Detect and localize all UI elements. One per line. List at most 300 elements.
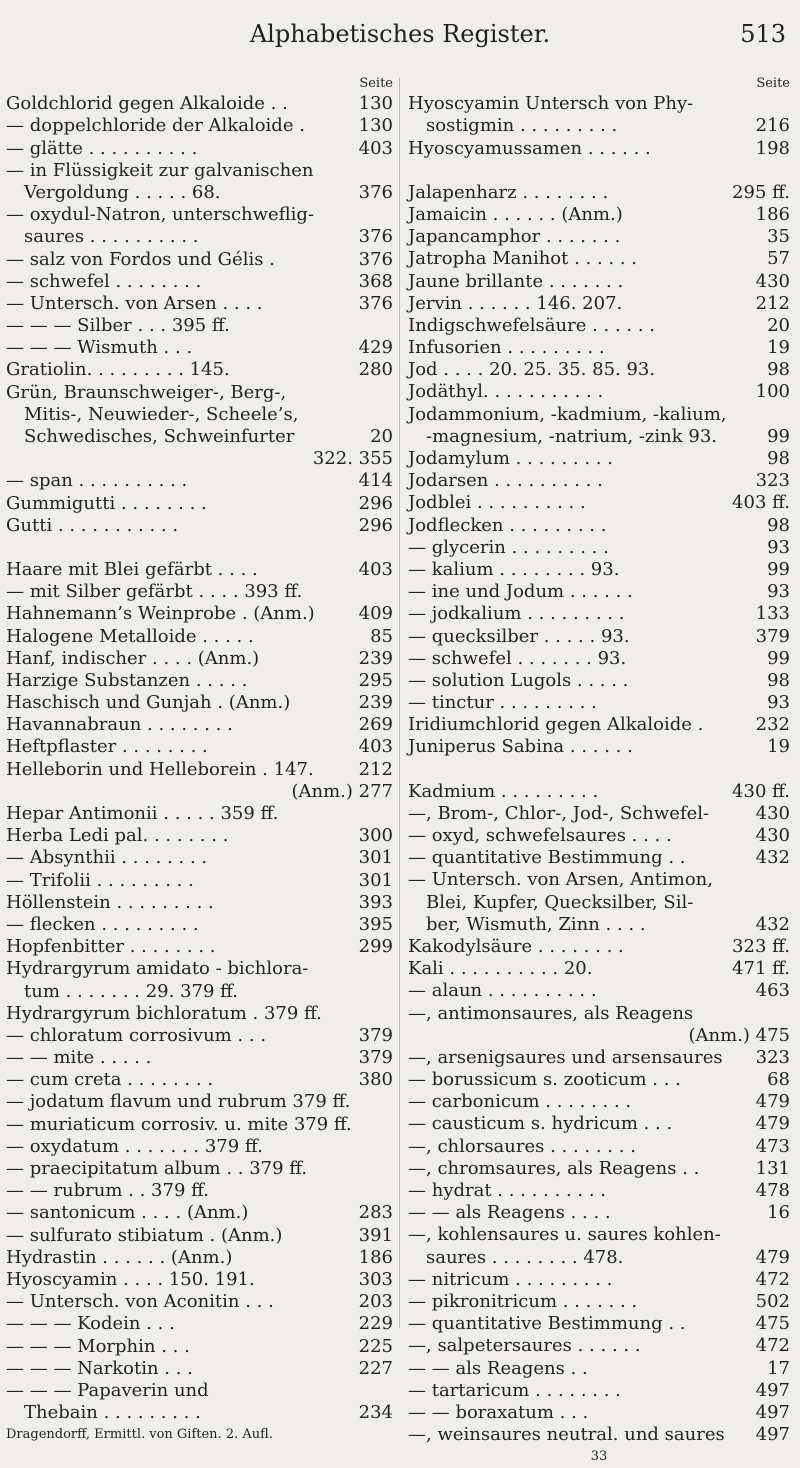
index-entry	[408, 1269, 790, 1291]
entry-text: — — — Wismuth . . .	[6, 337, 193, 359]
index-entry	[408, 138, 790, 160]
entry-page-ref: 212	[358, 758, 393, 780]
index-entry	[408, 226, 790, 248]
entry-page-ref: 430 ff.	[732, 780, 790, 802]
index-entry	[6, 581, 393, 603]
entry-text: ber, Wismuth, Zinn . . . .	[426, 913, 646, 935]
entry-page-ref: 130	[358, 93, 393, 115]
index-entry	[408, 559, 790, 581]
entry-page-ref: 472	[755, 1335, 790, 1357]
index-entry	[6, 692, 393, 714]
entry-page-ref: 472	[755, 1268, 790, 1290]
entry-page-ref: 403	[358, 736, 393, 758]
index-entry	[408, 1424, 790, 1446]
entry-text: — nitricum . . . . . . . . .	[408, 1268, 613, 1290]
index-entry	[6, 1402, 393, 1424]
entry-text: Hanf, indischer . . . . (Anm.)	[6, 647, 260, 669]
page-header	[0, 16, 800, 56]
index-entry	[6, 847, 393, 869]
entry-text: — schwefel . . . . . . . .	[6, 270, 202, 292]
page-number: 513	[740, 20, 786, 48]
section-gap	[6, 537, 393, 559]
left-index-column	[6, 71, 393, 1446]
entry-text: Hepar Antimonii . . . . . 359 ff.	[6, 803, 279, 824]
index-entry	[408, 515, 790, 537]
entry-text: Gratiolin. . . . . . . . . 145.	[6, 359, 230, 381]
entry-page-ref: 475	[755, 1313, 790, 1335]
entry-page-ref: 479	[755, 1091, 790, 1113]
index-entry	[408, 404, 790, 426]
index-entry	[408, 1136, 790, 1158]
index-entry	[6, 1313, 393, 1335]
entry-text: — oxydatum . . . . . . . 379 ff.	[6, 1135, 263, 1157]
entry-text: — — — Silber . . . 395 ff.	[6, 315, 230, 337]
entry-text: Hydrargyrum bichloratum . 379 ff.	[6, 1002, 322, 1024]
index-entry	[408, 847, 790, 869]
entry-text: — mit Silber gefärbt . . . . 393 ff.	[6, 581, 303, 603]
index-entry	[408, 381, 790, 403]
index-entry	[408, 537, 790, 559]
index-entry	[6, 981, 393, 1003]
entry-page-ref: (Anm.) 475	[688, 1024, 790, 1046]
index-entry	[408, 1113, 790, 1135]
index-entry	[6, 271, 393, 293]
index-entry	[6, 781, 393, 803]
entry-page-ref: 463	[755, 980, 790, 1002]
entry-page-ref: 380	[358, 1069, 393, 1091]
entry-text: Jervin . . . . . . 146. 207.	[408, 292, 623, 314]
index-entry	[6, 1180, 393, 1202]
entry-text: Gutti . . . . . . . . . . .	[6, 514, 179, 536]
entry-page-ref: 301	[358, 869, 393, 891]
entry-page-ref: 20	[370, 426, 393, 447]
entry-page-ref: 98	[767, 514, 790, 536]
index-entry	[6, 759, 393, 781]
entry-text: Thebain . . . . . . . . .	[24, 1402, 201, 1424]
entry-page-ref: 376	[358, 292, 393, 314]
index-entry	[408, 1313, 790, 1335]
index-entry	[408, 714, 790, 736]
entry-page-ref: 198	[755, 137, 790, 159]
entry-page-ref: 280	[358, 359, 393, 381]
right-index-column	[408, 71, 790, 1468]
entry-text: Hyoscyamin Untersch von Phy-	[408, 93, 694, 115]
entry-page-ref: 186	[755, 203, 790, 225]
entry-text: — salz von Fordos und Gélis .	[6, 248, 275, 270]
page-title: Alphabetisches Register.	[249, 20, 551, 48]
entry-page-ref: 403	[358, 558, 393, 580]
entry-text: Kali . . . . . . . . . . 20.	[408, 958, 593, 980]
entry-text: — causticum s. hydricum . . .	[408, 1113, 673, 1135]
entry-page-ref: 323	[755, 470, 790, 492]
entry-text: — span . . . . . . . . . .	[6, 470, 188, 492]
entry-page-ref: 239	[358, 692, 393, 714]
index-entry	[408, 448, 790, 470]
index-entry	[408, 1247, 790, 1269]
entry-text: Harzige Substanzen . . . . .	[6, 669, 248, 691]
index-entry	[6, 870, 393, 892]
index-entry	[6, 714, 393, 736]
index-entry	[408, 1358, 790, 1380]
entry-text: Infusorien . . . . . . . . .	[408, 337, 605, 359]
index-entry	[408, 492, 790, 514]
entry-text: —, Brom-, Chlor-, Jod-, Schwefel-	[408, 802, 710, 824]
index-entry	[408, 248, 790, 270]
entry-text: Gummigutti . . . . . . . .	[6, 492, 207, 514]
index-entry	[6, 803, 393, 825]
index-entry	[6, 1025, 393, 1047]
entry-text: — in Flüssigkeit zur galvanischen	[6, 159, 314, 181]
index-entry	[408, 1402, 790, 1424]
entry-text: — — — Kodein . . .	[6, 1313, 175, 1335]
entry-page-ref: 409	[358, 603, 393, 625]
index-entry	[6, 1136, 393, 1158]
index-entry	[6, 648, 393, 670]
index-entry	[6, 1358, 393, 1380]
entry-page-ref: 479	[755, 1113, 790, 1135]
seite-label: Seite	[756, 76, 790, 91]
entry-page-ref: 322. 355	[312, 448, 393, 470]
entry-text: Hydrargyrum amidato - bichlora-	[6, 958, 309, 980]
entry-text: — chloratum corrosivum . . .	[6, 1024, 267, 1046]
entry-text: — — boraxatum . . .	[408, 1401, 589, 1423]
index-entry	[6, 493, 393, 515]
index-entry	[408, 1291, 790, 1313]
entry-page-ref: 99	[767, 558, 790, 580]
entry-page-ref: 403	[358, 137, 393, 159]
index-entry	[408, 892, 790, 914]
index-entry	[408, 359, 790, 381]
entry-text: Haare mit Blei gefärbt . . . .	[6, 558, 258, 580]
index-entry	[408, 914, 790, 936]
footer-signature	[408, 1446, 790, 1468]
index-entry	[408, 315, 790, 337]
entry-page-ref: 98	[767, 359, 790, 381]
entry-text: —, salpetersaures . . . . . .	[408, 1335, 641, 1357]
entry-text: Blei, Kupfer, Quecksilber, Sil-	[426, 891, 694, 913]
index-entry	[408, 825, 790, 847]
index-entry	[6, 293, 393, 315]
entry-text: — — mite . . . . .	[6, 1047, 152, 1069]
index-entry	[6, 182, 393, 204]
entry-page-ref: 35	[767, 226, 790, 248]
index-entry	[408, 692, 790, 714]
entry-page-ref: 432	[755, 847, 790, 869]
entry-text: Höllenstein . . . . . . . . .	[6, 891, 214, 913]
entry-text: —, antimonsaures, als Reagens	[408, 1002, 694, 1024]
section-gap	[408, 160, 790, 182]
entry-page-ref: 16	[767, 1202, 790, 1224]
entry-text: Jatropha Manihot . . . . . .	[408, 248, 638, 270]
index-entry	[408, 1380, 790, 1402]
entry-text: — hydrat . . . . . . . . . .	[408, 1180, 607, 1201]
index-entry	[408, 736, 790, 758]
index-entry	[6, 404, 393, 426]
entry-text: Vergoldung . . . . . 68.	[24, 181, 221, 203]
entry-text: — doppelchloride der Alkaloide .	[6, 115, 305, 137]
entry-text: Mitis-, Neuwieder-, Scheele’s,	[24, 403, 299, 425]
entry-page-ref: 376	[358, 248, 393, 270]
entry-text: — sulfurato stibiatum . (Anm.)	[6, 1224, 283, 1246]
entry-page-ref: 130	[358, 115, 393, 137]
footer-text: 33	[590, 1449, 608, 1465]
entry-page-ref: 376	[358, 226, 393, 248]
index-entry	[6, 670, 393, 692]
entry-text: Jodblei . . . . . . . . . .	[408, 492, 586, 514]
entry-text: Jaune brillante . . . . . . .	[408, 270, 624, 292]
entry-text: — santonicum . . . . (Anm.)	[6, 1202, 249, 1224]
index-entry	[6, 204, 393, 226]
entry-page-ref: 68	[767, 1069, 790, 1091]
index-entry	[6, 448, 393, 470]
entry-page-ref: 133	[755, 603, 790, 625]
entry-page-ref: 98	[767, 669, 790, 691]
entry-text: — oxyd, schwefelsaures . . . .	[408, 825, 672, 846]
entry-text: — quantitative Bestimmung . .	[408, 1313, 686, 1335]
entry-text: — flecken . . . . . . . . .	[6, 913, 199, 935]
entry-page-ref: 93	[767, 581, 790, 603]
entry-page-ref: 296	[358, 514, 393, 536]
index-entry	[408, 670, 790, 692]
entry-text: — — — Morphin . . .	[6, 1335, 190, 1357]
index-entry	[6, 1247, 393, 1269]
entry-text: Hyoscyamussamen . . . . . .	[408, 137, 651, 159]
entry-text: — — — Narkotin . . .	[6, 1357, 193, 1379]
index-entry	[408, 581, 790, 603]
entry-page-ref: 100	[755, 381, 790, 403]
entry-page-ref: 57	[767, 248, 790, 270]
index-entry	[6, 958, 393, 980]
entry-page-ref: 19	[767, 337, 790, 359]
entry-page-ref: 239	[358, 647, 393, 669]
index-entry	[408, 1047, 790, 1069]
entry-text: Jamaicin . . . . . . (Anm.)	[408, 203, 623, 225]
entry-page-ref: 368	[358, 270, 393, 292]
column-header	[6, 71, 393, 93]
index-entry	[408, 980, 790, 1002]
entry-page-ref: 497	[755, 1401, 790, 1423]
entry-page-ref: 283	[358, 1202, 393, 1224]
entry-text: Kadmium . . . . . . . . .	[408, 780, 599, 802]
seite-label: Seite	[359, 76, 393, 91]
index-entry	[6, 936, 393, 958]
entry-page-ref: 227	[358, 1357, 393, 1379]
entry-page-ref: 379	[358, 1024, 393, 1046]
entry-text: Halogene Metalloide . . . . .	[6, 625, 254, 647]
entry-text: Hopfenbitter . . . . . . . .	[6, 936, 216, 958]
entry-page-ref: 497	[755, 1424, 790, 1446]
entry-page-ref: 234	[358, 1402, 393, 1424]
index-entry	[408, 204, 790, 226]
entry-page-ref: 429	[358, 337, 393, 359]
footer-credit	[6, 1424, 393, 1446]
index-entry	[408, 603, 790, 625]
entry-text: -magnesium, -natrium, -zink 93.	[426, 425, 718, 447]
entry-page-ref: 376	[358, 181, 393, 203]
entry-page-ref: 212	[755, 292, 790, 314]
index-entry	[6, 559, 393, 581]
entry-text: saures . . . . . . . . 478.	[426, 1246, 624, 1268]
entry-page-ref: 502	[755, 1290, 790, 1312]
entry-text: Havannabraun . . . . . . . .	[6, 714, 233, 736]
index-entry	[408, 1180, 790, 1202]
index-entry	[6, 825, 393, 847]
entry-page-ref: 203	[358, 1291, 393, 1313]
index-entry	[6, 1158, 393, 1180]
entry-text: sostigmin . . . . . . . . .	[426, 115, 618, 137]
entry-text: — ine und Jodum . . . . . .	[408, 581, 633, 603]
index-entry	[6, 1225, 393, 1247]
entry-text: Iridiumchlorid gegen Alkaloide .	[408, 714, 704, 736]
index-entry	[6, 1114, 393, 1136]
entry-page-ref: 430	[755, 802, 790, 824]
index-entry	[408, 426, 790, 448]
entry-text: — — rubrum . . 379 ff.	[6, 1180, 209, 1202]
index-entry	[408, 626, 790, 648]
entry-page-ref: 301	[358, 847, 393, 869]
entry-text: — Untersch. von Arsen, Antimon,	[408, 869, 713, 891]
entry-text: Hahnemann’s Weinprobe . (Anm.)	[6, 603, 315, 625]
entry-text: — praecipitatum album . . 379 ff.	[6, 1158, 308, 1179]
entry-text: Jodamylum . . . . . . . . .	[408, 448, 613, 469]
entry-text: Herba Ledi pal. . . . . . . .	[6, 825, 229, 847]
index-entry	[6, 1003, 393, 1025]
column-divider	[399, 78, 400, 1328]
index-entry	[6, 1091, 393, 1113]
entry-page-ref: 131	[755, 1157, 790, 1179]
entry-text: — cum creta . . . . . . . .	[6, 1069, 214, 1091]
entry-page-ref: 85	[370, 625, 393, 647]
entry-page-ref: 323 ff.	[732, 935, 790, 957]
entry-page-ref: 295	[358, 669, 393, 691]
entry-page-ref: 98	[767, 448, 790, 469]
entry-text: — quecksilber . . . . . 93.	[408, 625, 630, 647]
entry-text: — solution Lugols . . . . .	[408, 669, 629, 691]
entry-text: — jodatum flavum und rubrum 379 ff.	[6, 1091, 351, 1113]
entry-text: Jodflecken . . . . . . . . .	[408, 514, 607, 536]
index-entry	[408, 1224, 790, 1246]
index-entry	[6, 1202, 393, 1224]
entry-text: Schwedisches, Schweinfurter	[24, 426, 295, 447]
entry-text: — schwefel . . . . . . . 93.	[408, 647, 627, 669]
entry-text: Haschisch und Gunjah . (Anm.)	[6, 692, 291, 714]
index-entry	[6, 382, 393, 404]
entry-text: Jod . . . . 20. 25. 35. 85. 93.	[408, 359, 656, 381]
entry-page-ref: 323	[755, 1046, 790, 1068]
entry-page-ref: 19	[767, 736, 790, 758]
entry-text: —, arsenigsaures und arsensaures	[408, 1046, 723, 1068]
entry-text: —, chromsaures, als Reagens . .	[408, 1157, 700, 1179]
entry-page-ref: 300	[358, 825, 393, 847]
index-entry	[408, 1069, 790, 1091]
entry-page-ref: 299	[358, 936, 393, 958]
entry-text: — Untersch. von Arsen . . . .	[6, 292, 263, 314]
index-entry	[408, 337, 790, 359]
entry-page-ref: 93	[767, 536, 790, 558]
entry-text: — — — Papaverin und	[6, 1379, 209, 1401]
entry-page-ref: 99	[767, 647, 790, 669]
entry-page-ref: 229	[358, 1313, 393, 1335]
index-entry	[408, 1091, 790, 1113]
index-entry	[408, 271, 790, 293]
entry-text: — tinctur . . . . . . . . .	[408, 692, 597, 714]
entry-text: — quantitative Bestimmung . .	[408, 847, 686, 869]
entry-page-ref: 93	[767, 692, 790, 714]
index-entry	[408, 1025, 790, 1047]
entry-text: Grün, Braunschweiger-, Berg-,	[6, 381, 287, 403]
index-entry	[6, 249, 393, 271]
entry-page-ref: 17	[767, 1357, 790, 1379]
entry-page-ref: 497	[755, 1379, 790, 1401]
entry-text: — oxydul-Natron, unterschweflig-	[6, 204, 315, 226]
index-entry	[6, 892, 393, 914]
entry-text: Jodäthyl. . . . . . . . . . .	[408, 381, 604, 403]
entry-text: — kalium . . . . . . . . 93.	[408, 558, 620, 580]
index-entry	[408, 936, 790, 958]
index-entry	[408, 781, 790, 803]
entry-text: Hydrastin . . . . . . (Anm.)	[6, 1246, 233, 1268]
entry-text: —, chlorsaures . . . . . . . .	[408, 1135, 636, 1157]
entry-page-ref: 432	[755, 913, 790, 935]
index-entry	[6, 736, 393, 758]
index-entry	[6, 160, 393, 182]
entry-text: — — als Reagens . .	[408, 1357, 588, 1379]
index-entry	[408, 803, 790, 825]
entry-page-ref: 216	[755, 115, 790, 137]
entry-page-ref: 395	[358, 913, 393, 935]
index-entry	[408, 648, 790, 670]
index-entry	[6, 337, 393, 359]
entry-text: — carbonicum . . . . . . . .	[408, 1091, 632, 1113]
entry-page-ref: 295 ff.	[732, 181, 790, 203]
index-entry	[6, 1336, 393, 1358]
entry-text: — glätte . . . . . . . . . .	[6, 137, 198, 159]
index-entry	[6, 359, 393, 381]
entry-text: Indigschwefelsäure . . . . . .	[408, 314, 656, 336]
entry-text: — Trifolii . . . . . . . . .	[6, 869, 194, 891]
index-entry	[408, 293, 790, 315]
index-entry	[6, 1047, 393, 1069]
index-entry	[6, 1269, 393, 1291]
entry-text: Hyoscyamin . . . . 150. 191.	[6, 1268, 255, 1290]
entry-page-ref: 225	[358, 1335, 393, 1357]
index-entry	[408, 115, 790, 137]
index-entry	[6, 315, 393, 337]
entry-page-ref: 232	[755, 714, 790, 736]
index-entry	[6, 515, 393, 537]
index-entry	[408, 869, 790, 891]
entry-text: tum . . . . . . . 29. 379 ff.	[24, 980, 239, 1002]
entry-text: Helleborin und Helleborein . 147.	[6, 758, 314, 780]
index-entry	[6, 914, 393, 936]
entry-text: Japancamphor . . . . . . .	[408, 226, 621, 248]
index-entry	[6, 93, 393, 115]
index-entry	[408, 93, 790, 115]
index-entry	[6, 1069, 393, 1091]
entry-page-ref: 296	[358, 492, 393, 514]
index-entry	[408, 1158, 790, 1180]
entry-text: Jalapenharz . . . . . . . .	[408, 181, 609, 203]
entry-text: —, weinsaures neutral. und saures	[408, 1424, 725, 1446]
entry-text: — — als Reagens . . . .	[408, 1202, 611, 1224]
entry-page-ref: 99	[767, 425, 790, 447]
entry-text: —, kohlensaures u. saures kohlen-	[408, 1224, 721, 1246]
entry-page-ref: (Anm.) 277	[291, 780, 393, 802]
entry-page-ref: 303	[358, 1268, 393, 1290]
entry-page-ref: 471 ff.	[732, 958, 790, 980]
index-entry	[408, 182, 790, 204]
index-entry	[408, 470, 790, 492]
